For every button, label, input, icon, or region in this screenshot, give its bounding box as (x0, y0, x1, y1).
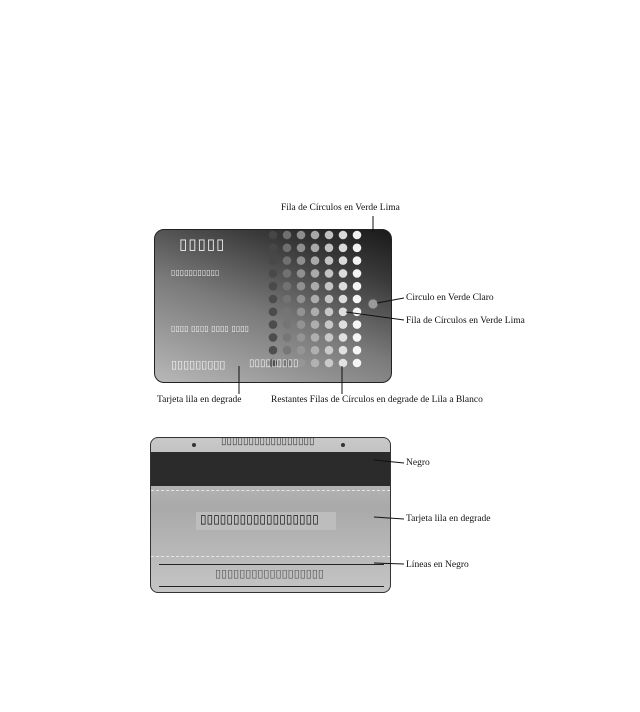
back-top-text: ▯▯▯▯▯▯▯▯▯▯▯▯▯▯▯▯▯ (221, 437, 315, 447)
label-black: Negro (406, 458, 430, 468)
card-text-line: ▯▯▯▯▯▯▯▯▯▯▯ (171, 268, 220, 277)
label-black-lines: Líneas en Negro (406, 560, 469, 570)
leader-back-lilac (374, 517, 404, 519)
back-bottom-text: ▯▯▯▯▯▯▯▯▯▯▯▯▯▯▯▯▯▯ (215, 567, 324, 580)
brand-logo-text: ▯▯▯▯▯ (179, 235, 226, 253)
card-number: ▯▯▯▯ ▯▯▯▯ ▯▯▯▯ ▯▯▯▯ (171, 324, 250, 333)
label-back-card-lilac: Tarjeta lila en degrade (406, 514, 491, 524)
label-light-green-circle: Circulo en Verde Claro (406, 293, 494, 303)
label-card-lilac: Tarjeta lila en degrade (157, 395, 242, 405)
label-remaining-rows: Restantes Filas de Círculos en degrade de Lila a Blanco (271, 395, 483, 405)
expiry-date: ▯▯▯▯▯▯▯▯▯ (249, 358, 299, 369)
label-lime-row-top: Fila de Círculos en Verde Lima (281, 203, 400, 213)
leader-light-green-circle (377, 298, 404, 303)
cardholder-name: ▯▯▯▯▯▯▯▯▯ (171, 358, 226, 371)
leader-black-lines (374, 563, 404, 564)
label-lime-row-middle: Fila de Círculos en Verde Lima (406, 316, 525, 326)
back-middle-text: ▯▯▯▯▯▯▯▯▯▯▯▯▯▯▯▯▯▯ (200, 512, 319, 526)
leader-black (374, 460, 404, 463)
leader-lime-row-middle (346, 312, 404, 320)
